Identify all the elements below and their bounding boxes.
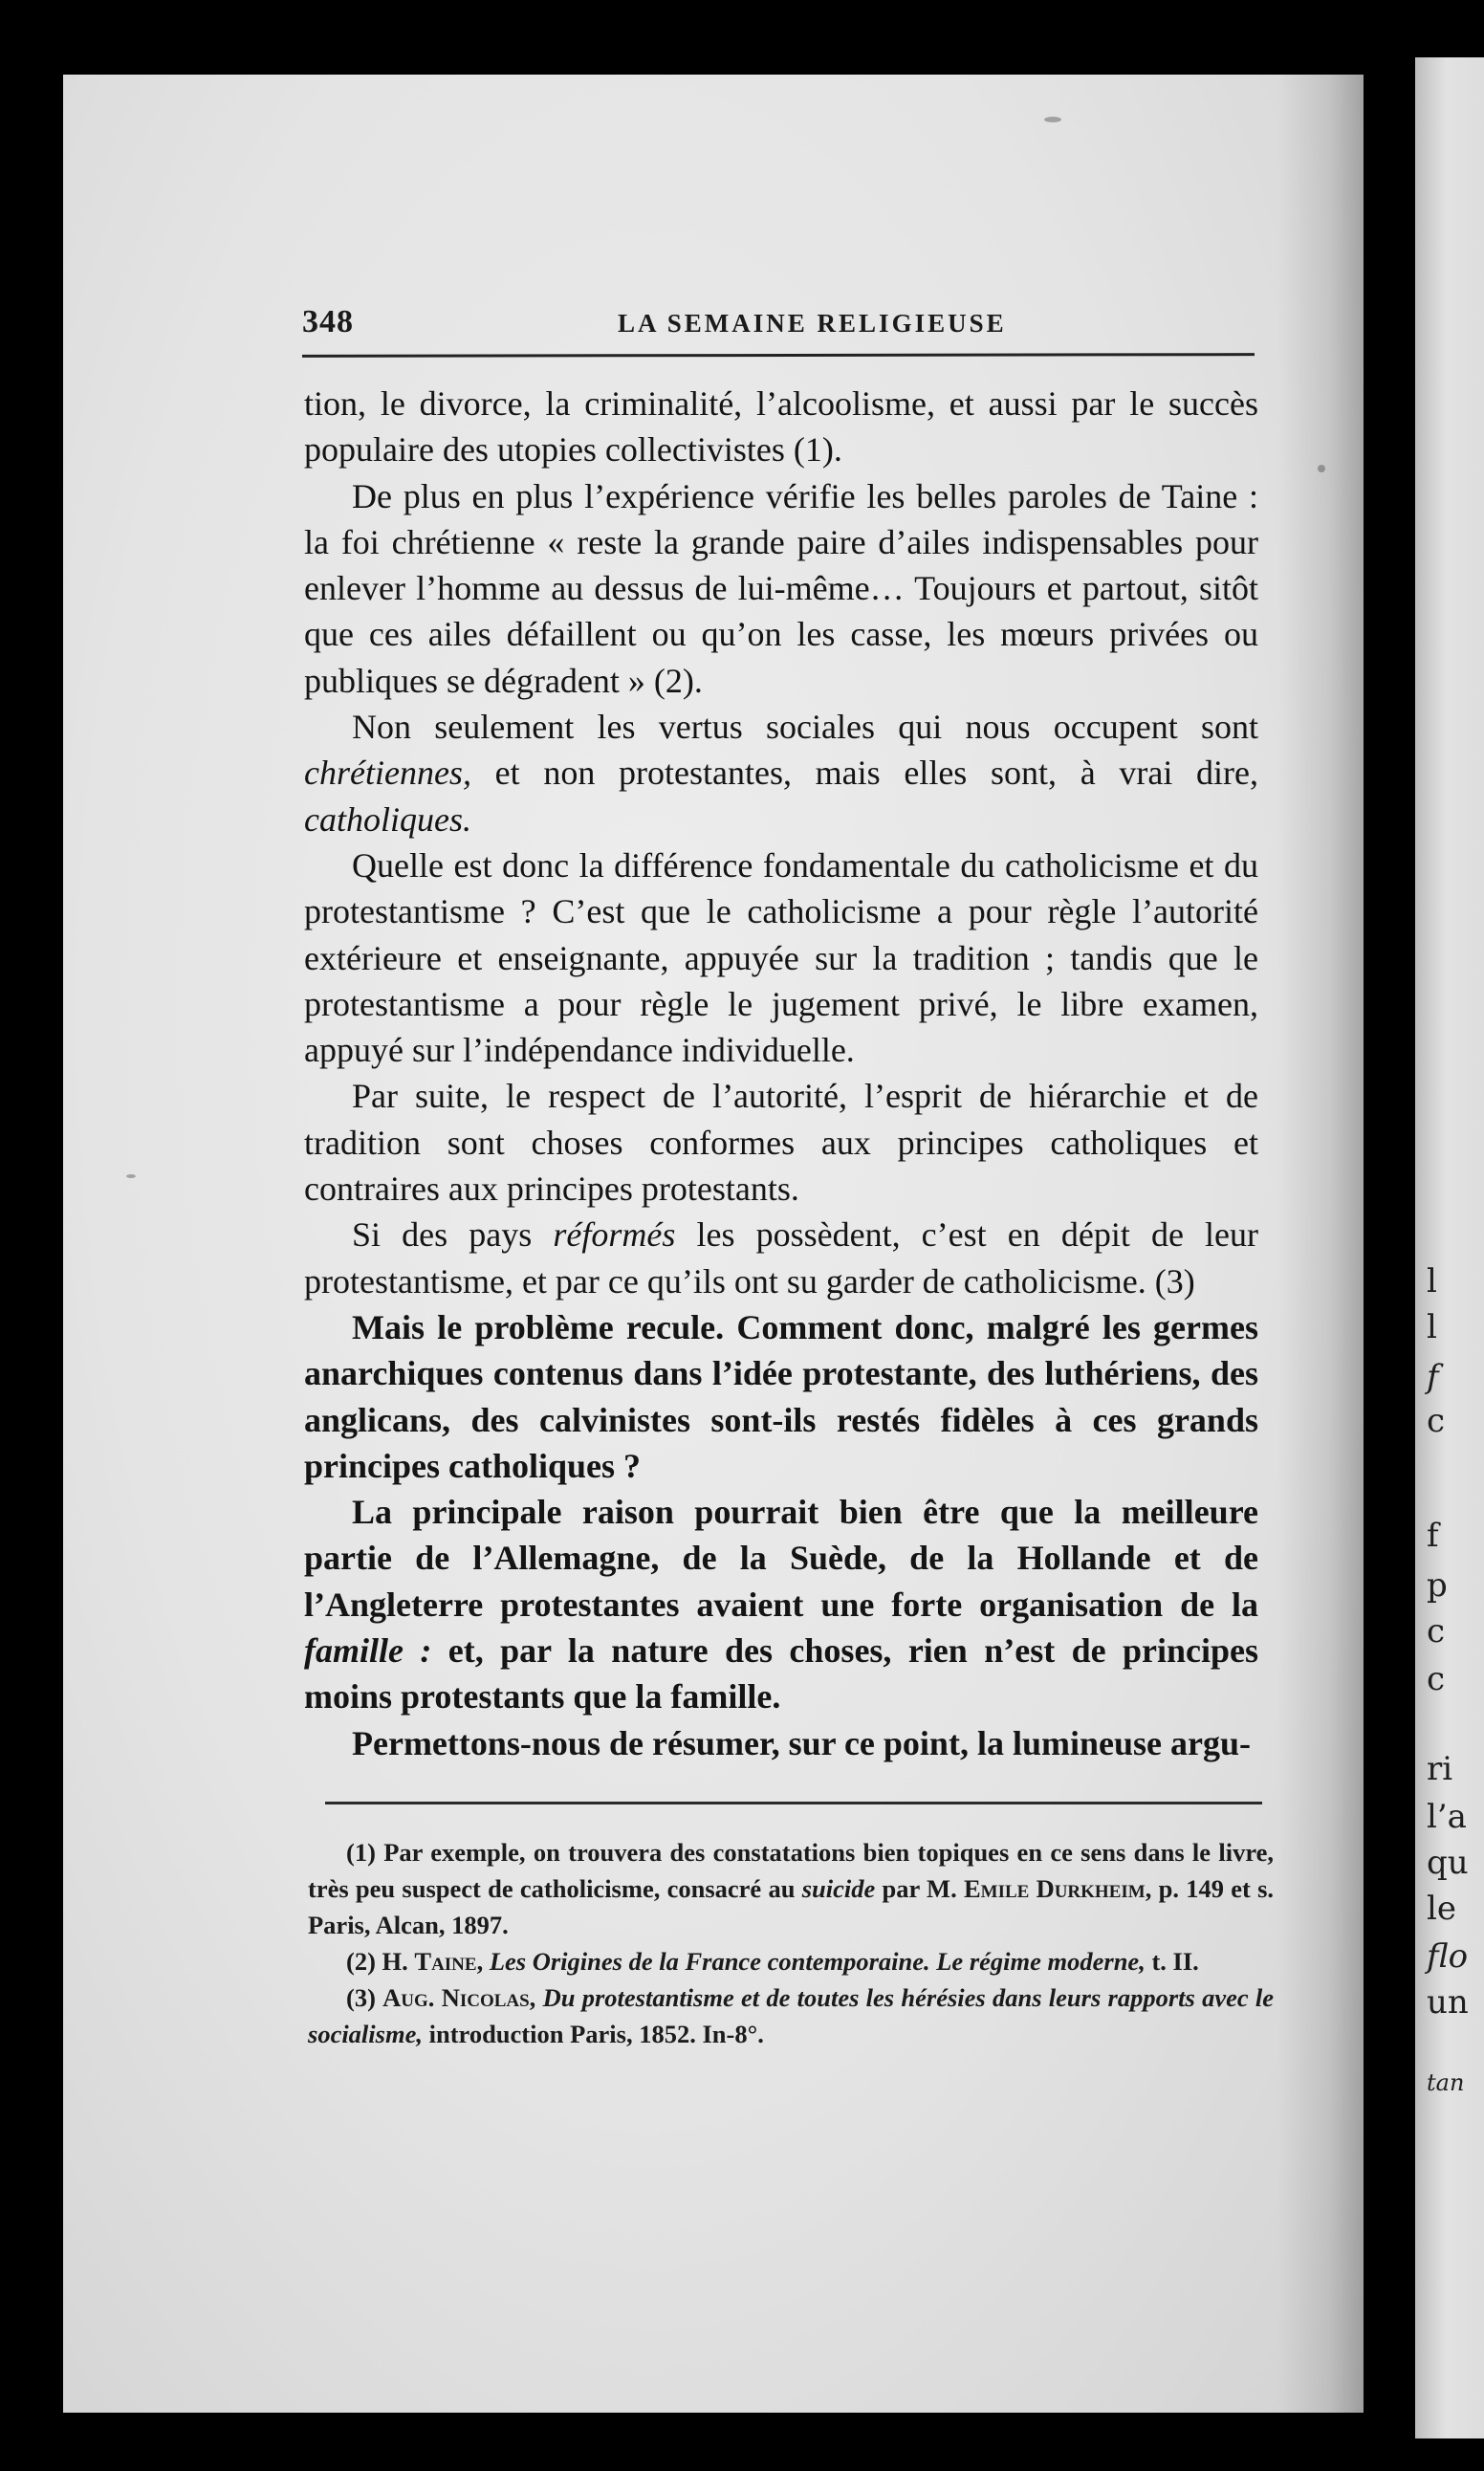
footnote-rule bbox=[325, 1802, 1262, 1804]
facing-page-fragment: un bbox=[1427, 1983, 1469, 2022]
facing-page-fragment: c bbox=[1427, 1402, 1446, 1440]
page-curl-shadow bbox=[1277, 75, 1364, 2413]
facing-page-fragment: l’a bbox=[1427, 1798, 1467, 1836]
facing-page-fragment: qu bbox=[1427, 1844, 1469, 1882]
facing-page-fragment: flo bbox=[1427, 1937, 1469, 1976]
emphasis: catholiques. bbox=[304, 799, 471, 839]
emphasis: famille : bbox=[304, 1631, 432, 1671]
running-title: LA SEMAINE RELIGIEUSE bbox=[618, 309, 1007, 338]
footnotes bbox=[308, 1834, 1274, 2052]
paragraph: Si des pays réformés les possèdent, c’est en dépit de leur protestantisme, et par ce qu’ils ont su garder de catholicisme. (3) bbox=[304, 1215, 1259, 1301]
facing-page-edge bbox=[1415, 57, 1484, 2438]
paragraph: La principale raison pourrait bien être que la meilleure partie de l’Allemagne, de la Suède, de la Hollande et de l’Angleterre protestantes avaient une forte organisation de la famille : et, par la nature des choses, rien n’est de principes moins protestants que la famille. bbox=[304, 1493, 1259, 1717]
paragraph: Mais le problème recule. Comment donc, malgré les germes anarchiques contenus dans l’idée protestante, des luthériens, des anglicans, des calvinistes sont-ils restés fidèles à ces grands principes catholiques ? bbox=[304, 1307, 1258, 1485]
facing-page-fragment: p bbox=[1427, 1566, 1448, 1605]
page-number: 348 bbox=[302, 304, 354, 339]
paragraph: Non seulement les vertus sociales qui nous occupent sont chrétiennes, et non protestantes, mais elles sont, à vrai dire, catholiques. bbox=[304, 708, 1259, 839]
footnote-1: (1) Par exemple, on trouvera des constatations bien topiques en ce sens dans le livre, très peu suspect de catholicisme, consacré au suicide par M. Emile Durkheim, p. 149 et s. Paris, Alcan, 1897. bbox=[308, 1838, 1275, 1939]
footnote-2: (2) H. Taine, Les Origines de la France contemporaine. Le régime moderne, t. II. bbox=[346, 1947, 1199, 1976]
paragraph: Par suite, le respect de l’autorité, l’esprit de hiérarchie et de tradition sont choses conformes aux principes catholiques et contraires aux principes protestants. bbox=[304, 1077, 1258, 1209]
facing-page-fragment: tan bbox=[1427, 2069, 1465, 2096]
facing-page-fragment: l bbox=[1427, 1308, 1437, 1346]
facing-page-fragment: le bbox=[1427, 1890, 1456, 1928]
facing-page-fragment: c bbox=[1427, 1660, 1446, 1698]
facing-page-fragment: f bbox=[1427, 1358, 1439, 1396]
paragraph: Permettons-nous de résumer, sur ce point, la lumineuse argu- bbox=[352, 1723, 1251, 1762]
scan-smudge bbox=[1318, 465, 1325, 472]
facing-page-fragment: l bbox=[1427, 1262, 1437, 1301]
body-text bbox=[304, 381, 1258, 1766]
emphasis: chrétiennes, bbox=[304, 754, 471, 793]
paragraph: tion, le divorce, la criminalité, l’alcoolisme, et aussi par le succès populaire des utopies collectivistes (1). bbox=[304, 384, 1258, 470]
paragraph: Quelle est donc la différence fondamentale du catholicisme et du protestantisme ? C’est que le catholicisme a pour règle l’autorité extérieure et enseignante, appuyée sur la tradition ; tandis que le protestantisme a pour règle le jugement privé, le libre examen, appuyé sur l’indépendance individuelle. bbox=[304, 845, 1258, 1070]
facing-page-fragment: f bbox=[1427, 1517, 1439, 1555]
paragraph: De plus en plus l’expérience vérifie les belles paroles de Taine : la foi chrétienne « reste la grande paire d’ailes indispensables pour enlever l’homme au dessus de lui-même… Toujours et partout, sitôt que ces ailes défaillent ou qu’on les casse, les mœurs privées ou publiques se dégradent » (2). bbox=[304, 476, 1258, 700]
facing-page-fragment: ri bbox=[1427, 1750, 1453, 1788]
scan-smudge bbox=[126, 1174, 136, 1178]
scan-smudge bbox=[1044, 117, 1061, 122]
emphasis: réformés bbox=[553, 1215, 676, 1255]
footnote-3: (3) Aug. Nicolas, Du protestantisme et de toutes les hérésies dans leurs rapports avec le socialisme, introduction Paris, 1852. In-8°. bbox=[308, 1983, 1275, 2048]
facing-page-fragment: c bbox=[1427, 1612, 1446, 1651]
running-head bbox=[302, 304, 1258, 352]
